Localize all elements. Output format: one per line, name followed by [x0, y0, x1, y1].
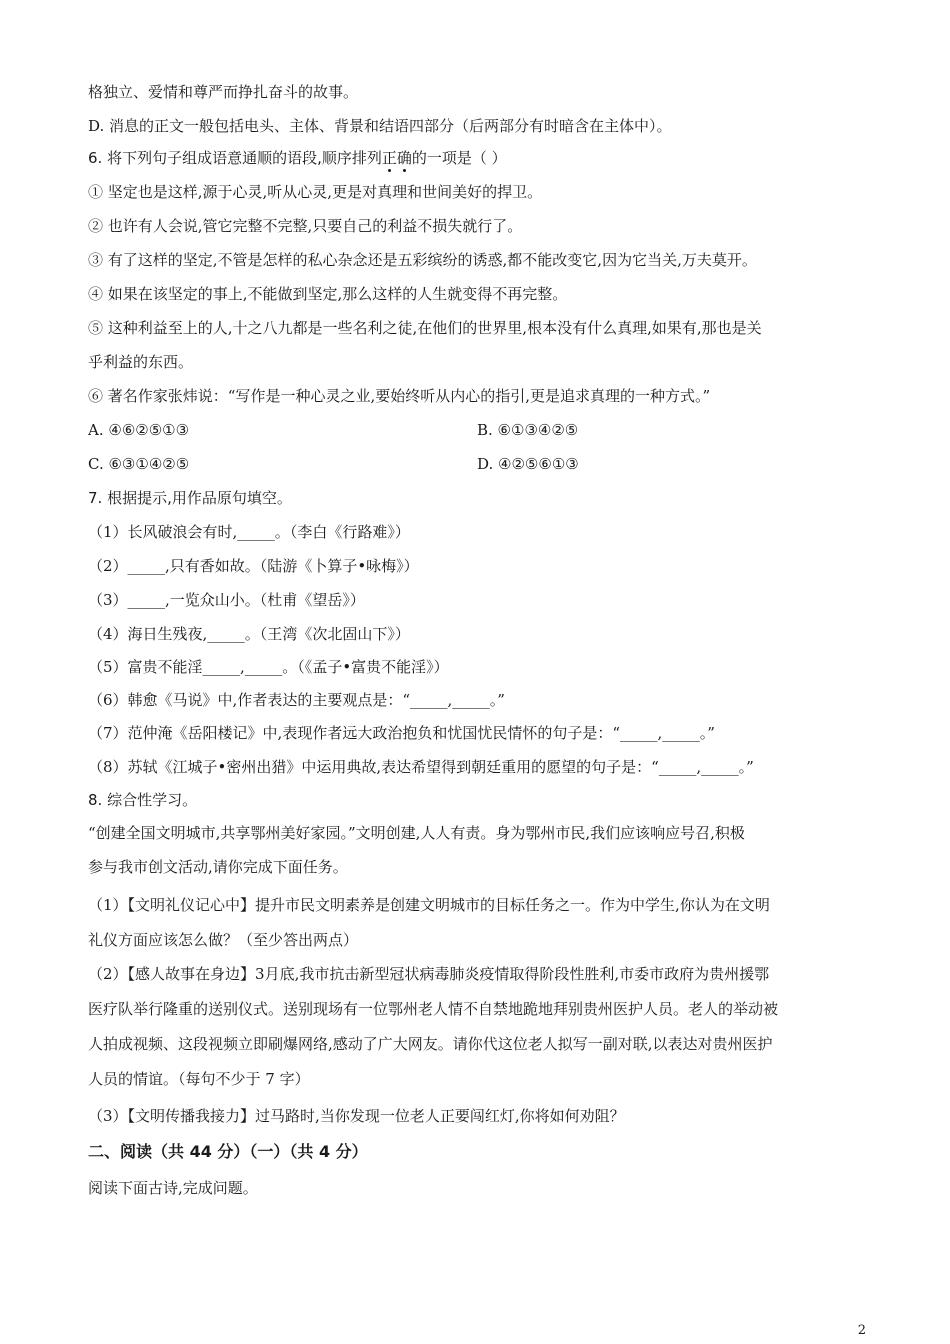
page-number: 2: [857, 1323, 866, 1338]
question-8-stem: 8. 综合性学习。: [88, 791, 198, 809]
q6-prefix: 6. 将下列句子组成语意通顺的语段,顺序排列: [88, 149, 382, 167]
fill-item-2: （2）_____,只有香如故。（陆游《卜算子•咏梅》）: [88, 557, 419, 575]
sentence-1: ① 坚定也是这样,源于心灵,听从心灵,更是对真理和世间美好的捍卫。: [88, 183, 543, 201]
section-heading: 二、阅读（共 44 分）（一）（共 4 分）: [88, 1142, 368, 1161]
sentence-2: ② 也许有人会说,管它完整不完整,只要自己的利益不损失就行了。: [88, 217, 523, 235]
option-c: C. ⑥③①④②⑤: [88, 455, 190, 473]
task-3: （3）【文明传播我接力】过马路时,当你发现一位老人正要闯红灯,你将如何劝阻？: [88, 1107, 625, 1125]
sentence-5-cont: 乎利益的东西。: [88, 353, 194, 371]
task-2-cont: 人拍成视频、这段视频立即刷爆网络,感动了广大网友。请你代这位老人拟写一副对联,以表达对贵州医护: [88, 1035, 773, 1053]
emphasis-char: 确: [396, 149, 412, 167]
fill-item-5: （5）富贵不能淫_____,_____。（《孟子•富贵不能淫》）: [88, 658, 449, 676]
task-1: （1）【文明礼仪记心中】提升市民文明素养是创建文明城市的目标任务之一。作为中学生,你认为在文明: [88, 896, 770, 914]
question-6-stem: [88, 148, 860, 168]
sentence-6: ⑥ 著名作家张炜说：“写作是一种心灵之业,要始终听从内心的指引,更是追求真理的一种方式。”: [88, 387, 711, 405]
q8-intro-line: “创建全国文明城市,共享鄂州美好家园。”文明创建,人人有责。身为鄂州市民,我们应该响应号召,积极: [88, 824, 745, 842]
sentence-5: ⑤ 这种利益至上的人,十之八九都是一些名利之徒,在他们的世界里,根本没有什么真理,如果有,那也是关: [88, 319, 762, 337]
fill-item-6: （6）韩愈《马说》中,作者表达的主要观点是：“_____,_____。”: [88, 691, 505, 709]
option-b: B. ⑥①③④②⑤: [477, 421, 579, 439]
question-7-stem: 7. 根据提示,用作品原句填空。: [88, 489, 292, 507]
task-2-cont: 人员的情谊。（每句不少于 7 字）: [88, 1070, 310, 1088]
sentence-3: ③ 有了这样的坚定,不管是怎样的私心杂念还是五彩缤纷的诱惑,都不能改变它,因为它当关,万夫莫开。: [88, 251, 757, 269]
text-line: 格独立、爱情和尊严而挣扎奋斗的故事。: [88, 83, 359, 101]
fill-item-3: （3）_____,一览众山小。（杜甫《望岳》）: [88, 591, 365, 609]
task-2: （2）【感人故事在身边】3月底,我市抗击新型冠状病毒肺炎疫情取得阶段性胜利,市委市政府为贵州援鄂: [88, 965, 770, 983]
emphasis-char: 正: [381, 149, 397, 167]
options-row-2: [88, 454, 860, 474]
option-a: A. ④⑥②⑤①③: [88, 421, 190, 439]
q8-intro-line: 参与我市创文活动,请你完成下面任务。: [88, 858, 348, 876]
fill-item-8: （8）苏轼《江城子•密州出猎》中运用典故,表达希望得到朝廷重用的愿望的句子是：“_____,_____。”: [88, 758, 754, 776]
option-d: D. ④②⑤⑥①③: [477, 455, 579, 473]
q6-suffix: 的一项是（ ）: [411, 149, 507, 167]
fill-item-1: （1）长风破浪会有时,_____。（李白《行路难》）: [88, 523, 410, 541]
sentence-4: ④ 如果在该坚定的事上,不能做到坚定,那么这样的人生就变得不再完整。: [88, 285, 568, 303]
fill-item-4: （4）海日生残夜,_____。（王湾《次北固山下》）: [88, 625, 410, 643]
reading-instruction: 阅读下面古诗,完成问题。: [88, 1179, 258, 1197]
task-2-cont: 医疗队举行隆重的送别仪式。送别现场有一位鄂州老人情不自禁地跪地拜别贵州医护人员。老人的举动被: [88, 1000, 779, 1018]
fill-item-7: （7）范仲淹《岳阳楼记》中,表现作者远大政治抱负和忧国忧民情怀的句子是：“_____,_____。”: [88, 724, 715, 742]
options-row-1: [88, 420, 860, 440]
text-line: D. 消息的正文一般包括电头、主体、背景和结语四部分（后两部分有时暗含在主体中）。: [88, 117, 672, 135]
task-1-cont: 礼仪方面应该怎么做？（至少答出两点）: [88, 931, 359, 949]
